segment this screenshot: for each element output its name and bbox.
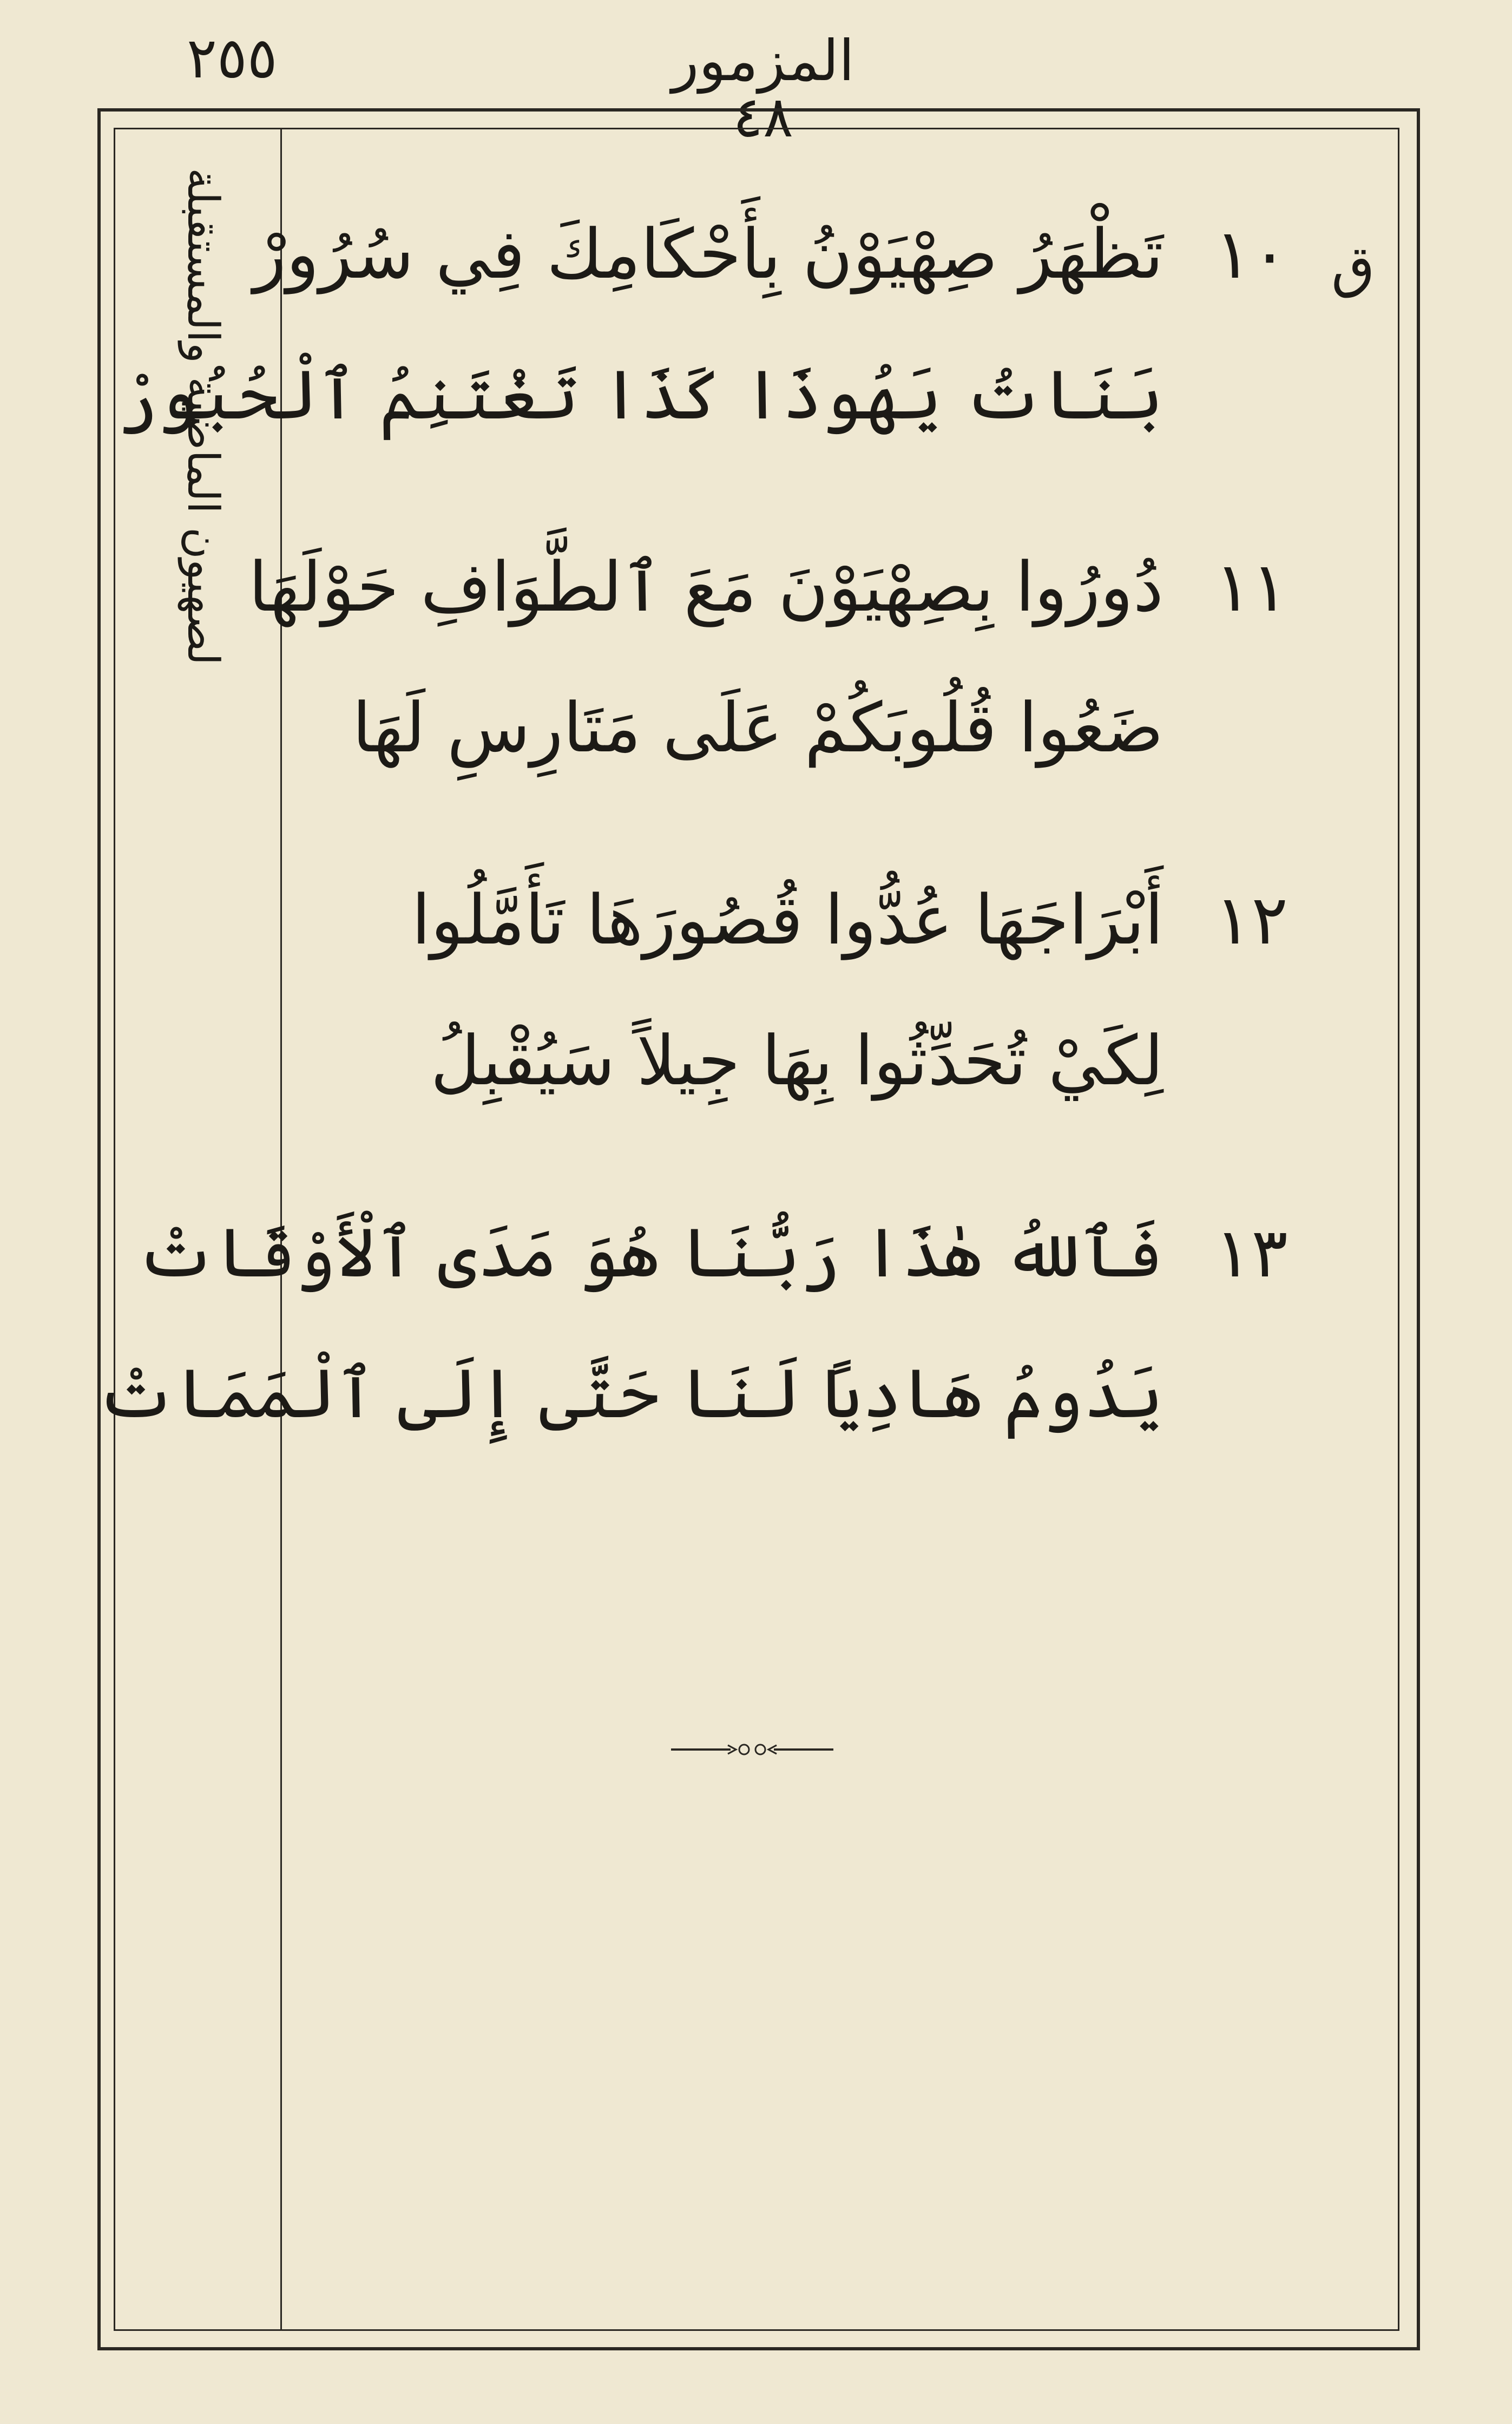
verse-line — [325, 658, 1288, 798]
verse-line — [117, 325, 1288, 466]
verse-text: تَظْهَرُ صِهْيَوْنُ بِأَحْكَامِكَ فِي سُرُورْ — [253, 214, 1163, 294]
verse-number: ١٣ — [1214, 1213, 1288, 1293]
verse-line — [325, 991, 1288, 1131]
verse-text: لِكَيْ تُحَدِّثُوا بِهَا جِيلاً سَيُقْبِلُ — [430, 1021, 1163, 1100]
verse-number: ١١ — [1214, 547, 1288, 627]
verse-text: ضَعُوا قُلُوبَكُمْ عَلَى مَتَارِسِ لَهَا — [352, 688, 1163, 768]
verse-text: دُورُوا بِصِهْيَوْنَ مَعَ ٱلطَّوَافِ حَوْلَهَا — [248, 547, 1163, 627]
verse-line — [248, 517, 1288, 658]
stanza — [96, 1183, 1288, 1464]
stanza — [248, 517, 1288, 798]
page-number: ٢٥٥ — [187, 25, 278, 91]
verse-text: أَبْرَاجَهَا عُدُّوا قُصُورَهَا تَأَمَّلُوا — [411, 880, 1163, 960]
verse-number: ١٢ — [1214, 880, 1288, 960]
section-ornament — [671, 1740, 833, 1759]
verse-text: فَٱللهُ هٰذَا رَبُّنَا هُوَ مَدَى ٱلْأَوْقَاتْ — [136, 1213, 1163, 1293]
running-title: المزمور ٤٨ — [672, 28, 854, 150]
verse-line — [253, 184, 1288, 325]
side-heading: لصهيون الماضية والمستقبلة — [178, 168, 228, 665]
verse-text: بَنَاتُ يَهُوذَا كَذَا تَغْتَنِمُ ٱلْحُبُورْ — [117, 355, 1163, 435]
verse-line — [325, 850, 1288, 991]
stanza — [325, 850, 1288, 1131]
verse-text: يَدُومُ هَادِيًا لَنَا حَتَّى إِلَى ٱلْمَمَاتْ — [96, 1354, 1163, 1433]
margin-mark: ق — [1331, 233, 1375, 299]
verse-number: ١٠ — [1214, 214, 1288, 294]
verse-line — [96, 1324, 1288, 1464]
verse-line — [136, 1183, 1288, 1324]
